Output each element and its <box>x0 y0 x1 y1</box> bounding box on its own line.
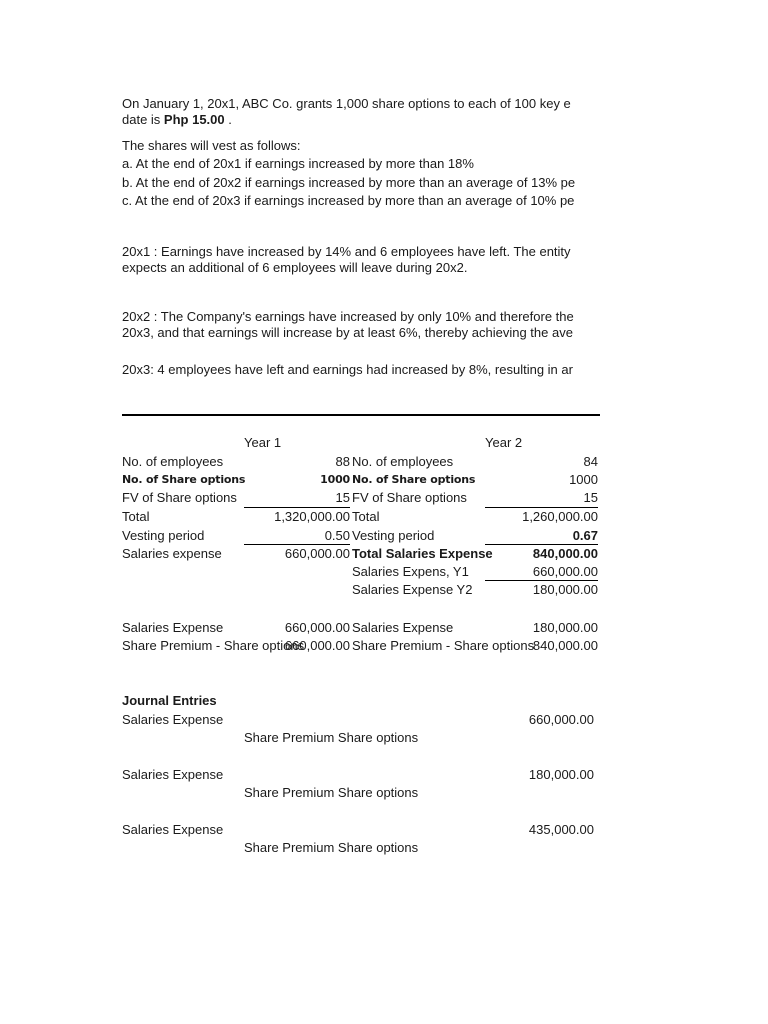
year1-note-line-2: expects an additional of 6 employees will leave during 20x2. <box>122 260 468 275</box>
vest-condition-c: c. At the end of 20x3 if earnings increased by more than an average of 10% pe <box>122 193 575 208</box>
y2-salaries-y1-label: Salaries Expens, Y1 <box>352 564 469 579</box>
y2-entry-debit-label: Salaries Expense <box>352 620 454 635</box>
intro-line-2 <box>122 112 232 128</box>
y2-salaries-y1-value: 660,000.00 <box>532 564 598 579</box>
y1-salaries-label: Salaries expense <box>122 546 222 561</box>
section-divider <box>122 414 600 416</box>
year1-header: Year 1 <box>244 435 282 450</box>
y2-entry-credit-value: 840,000.00 <box>532 638 598 653</box>
y1-fv-value: 15 <box>335 490 350 505</box>
vest-heading: The shares will vest as follows: <box>122 138 301 153</box>
year2-note-line-2: 20x3, and that earnings will increase by at least 6%, thereby achieving the ave <box>122 325 573 340</box>
y1-options-label: No. of Share options <box>122 473 246 486</box>
y1-entry-credit-label: Share Premium - Share options <box>122 638 305 653</box>
y1-entry-credit-value: 660,000.00 <box>284 638 350 653</box>
y1-vesting-value: 0.50 <box>324 528 350 543</box>
intro-prefix: date is <box>122 112 164 127</box>
y2-employees-label: No. of employees <box>352 454 454 469</box>
y2-vesting-value: 0.67 <box>572 528 598 543</box>
journal-heading: Journal Entries <box>122 693 217 708</box>
y2-total-label: Total <box>352 509 380 524</box>
journal-entry-3-amount: 435,000.00 <box>528 822 594 837</box>
y2-salaries-y2-label: Salaries Expense Y2 <box>352 582 473 597</box>
y2-total-salaries-value: 840,000.00 <box>532 546 598 561</box>
intro-price: Php 15.00 <box>163 112 225 127</box>
journal-entry-2-credit: Share Premium Share options <box>244 785 419 800</box>
year2-note-line-1: 20x2 : The Company's earnings have increased by only 10% and therefore the <box>122 309 574 324</box>
y2-employees-value: 84 <box>583 454 598 469</box>
y2-fv-value: 15 <box>583 490 598 505</box>
y2-entry-credit-label: Share Premium - Share options <box>352 638 535 653</box>
y2-total-value: 1,260,000.00 <box>522 509 598 524</box>
journal-entry-2-debit: Salaries Expense <box>122 767 224 782</box>
y2-salaries-y2-value: 180,000.00 <box>532 582 598 597</box>
y1-total-value: 1,320,000.00 <box>274 509 350 524</box>
journal-entry-1-amount: 660,000.00 <box>528 712 594 727</box>
y2-options-label: No. of Share options <box>352 473 476 486</box>
y1-entry-debit-value: 660,000.00 <box>284 620 350 635</box>
journal-entry-1-credit: Share Premium Share options <box>244 730 419 745</box>
y1-fv-label: FV of Share options <box>122 490 237 505</box>
year3-note: 20x3: 4 employees have left and earnings had increased by 8%, resulting in ar <box>122 362 573 377</box>
journal-entry-1-debit: Salaries Expense <box>122 712 224 727</box>
y2-fv-label: FV of Share options <box>352 490 467 505</box>
vest-condition-a: a. At the end of 20x1 if earnings increased by more than 18% <box>122 156 474 171</box>
vest-condition-b: b. At the end of 20x2 if earnings increased by more than an average of 13% pe <box>122 175 576 190</box>
y2-vesting-label: Vesting period <box>352 528 435 543</box>
y2-entry-debit-value: 180,000.00 <box>532 620 598 635</box>
year1-note-line-1: 20x1 : Earnings have increased by 14% and 6 employees have left. The entity <box>122 244 571 259</box>
y1-employees-value: 88 <box>335 454 350 469</box>
problem-text <box>122 96 600 396</box>
y1-total-label: Total <box>122 509 150 524</box>
y1-employees-label: No. of employees <box>122 454 224 469</box>
y2-total-salaries-label: Total Salaries Expense <box>352 546 493 561</box>
year2-header: Year 2 <box>485 435 523 450</box>
journal-entry-3-credit: Share Premium Share options <box>244 840 419 855</box>
y1-salaries-value: 660,000.00 <box>284 546 350 561</box>
intro-line-1: On January 1, 20x1, ABC Co. grants 1,000 share options to each of 100 key e <box>122 96 571 111</box>
y1-entry-debit-label: Salaries Expense <box>122 620 224 635</box>
y1-options-value: 1000 <box>320 473 350 486</box>
journal-entry-3-debit: Salaries Expense <box>122 822 224 837</box>
y2-options-value: 1000 <box>569 472 598 487</box>
intro-suffix: . <box>224 112 232 127</box>
y1-vesting-label: Vesting period <box>122 528 205 543</box>
journal-entry-2-amount: 180,000.00 <box>528 767 594 782</box>
